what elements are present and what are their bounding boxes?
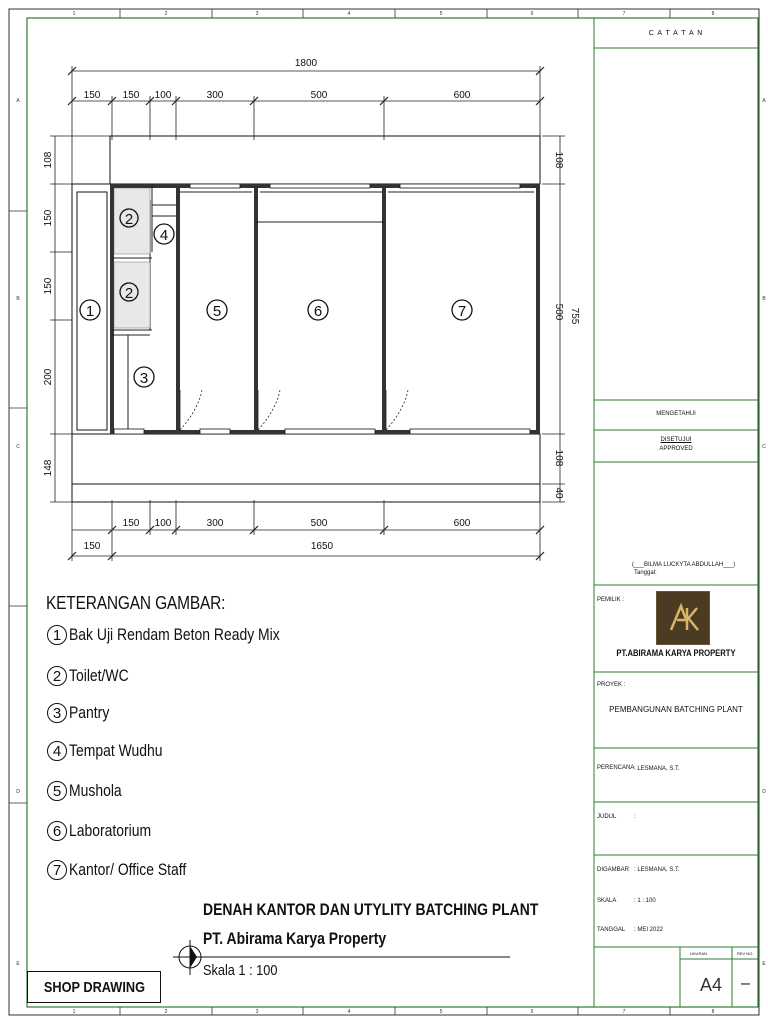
dim-left-4: 200 <box>43 368 54 386</box>
legend-item-5 <box>47 776 133 806</box>
legend-label: Laboratorium <box>69 821 152 840</box>
dim-top-5: 500 <box>310 90 328 101</box>
legend-item-1 <box>47 620 326 650</box>
legend-number: 6 <box>47 821 67 841</box>
legend-item-2 <box>47 661 142 691</box>
dim-left-1: 108 <box>43 151 54 169</box>
grid-letter-c: C <box>16 444 20 450</box>
logo-icon <box>657 592 709 644</box>
judul-value: : <box>634 814 636 820</box>
grid-letter-a-right: A <box>762 98 766 104</box>
tanggal-label: TANGGAL <box>597 927 626 933</box>
dim-bottom-2: 100 <box>154 518 172 529</box>
door-swings <box>180 390 408 430</box>
grid-num-1: 1 <box>72 11 76 17</box>
dim-top-overall: 1800 <box>294 58 318 69</box>
grid-num-5: 5 <box>439 11 443 17</box>
dim-right-3: 108 <box>553 449 564 467</box>
grid-num-bottom-7: 7 <box>622 1009 626 1015</box>
dim-bottom-4: 500 <box>310 518 328 529</box>
paper-size: A4 <box>700 975 723 995</box>
grid-letter-b: B <box>16 296 20 302</box>
dim-left-2: 150 <box>43 209 54 227</box>
legend-number: 7 <box>47 860 67 880</box>
grid-num-7: 7 <box>622 11 626 17</box>
disetujui-label: DISETUJUI <box>660 437 692 443</box>
dim-top-2: 150 <box>122 90 140 101</box>
grid-letter-c-right: C <box>762 444 766 450</box>
legend-label: Toilet/WC <box>69 666 129 685</box>
dim-bottom-overall: 1650 <box>310 541 334 552</box>
grid-num-bottom-3: 3 <box>255 1009 259 1015</box>
perencana-value: : LESMANA, S.T. <box>634 766 680 772</box>
legend-item-6 <box>47 816 169 846</box>
skala-value: : 1 : 100 <box>634 898 656 904</box>
rev-number: – <box>741 975 750 992</box>
proyek-label: PROYEK : <box>597 682 626 688</box>
pemilik-label: PEMILIK : <box>597 597 625 603</box>
ukuran-label: UKURAN <box>690 951 707 956</box>
dim-right-1: 108 <box>553 151 564 169</box>
digambar-value: : LESMANA, S.T. <box>634 867 680 873</box>
north-arrow-icon <box>190 946 197 968</box>
grid-num-6: 6 <box>530 11 534 17</box>
interior-lines <box>112 184 534 432</box>
catatan-label: C A T A T A N <box>648 30 704 37</box>
drawing-title: DENAH KANTOR DAN UTYLITY BATCHING PLANT <box>203 900 539 919</box>
door-leaves <box>180 390 386 430</box>
room-number-2b: 2 <box>124 285 134 302</box>
grid-num-bottom-2: 2 <box>164 1009 168 1015</box>
grid-num-8: 8 <box>711 11 715 17</box>
room-number-7: 7 <box>457 303 467 320</box>
legend-number: 3 <box>47 703 67 723</box>
tanggal-sign: Tanggal: <box>634 570 657 576</box>
company-name: PT.ABIRAMA KARYA PROPERTY <box>616 648 736 658</box>
signer-name: (___BILMA LUCKYTA ABDULLAH___) <box>632 562 736 568</box>
dim-left-3: 150 <box>43 277 54 295</box>
dim-left-5: 148 <box>43 459 54 477</box>
grid-num-bottom-1: 1 <box>72 1009 76 1015</box>
dim-bottom-5: 600 <box>453 518 471 529</box>
dim-top-4: 300 <box>206 90 224 101</box>
grid-num-2: 2 <box>164 11 168 17</box>
room-number-2a: 2 <box>124 211 134 228</box>
legend-number: 4 <box>47 741 67 761</box>
skala-label: SKALA <box>597 898 617 904</box>
legend-label: Bak Uji Rendam Beton Ready Mix <box>69 625 280 644</box>
legend-title: KETERANGAN GAMBAR: <box>46 593 226 613</box>
judul-label: JUDUL <box>597 814 617 820</box>
room-number-3: 3 <box>139 370 149 387</box>
grid-letter-b-right: B <box>762 296 766 302</box>
grid-num-bottom-5: 5 <box>439 1009 443 1015</box>
shop-drawing-label <box>27 971 161 1003</box>
drawing-company: PT. Abirama Karya Property <box>203 929 387 948</box>
digambar-label: DIGAMBAR <box>597 867 630 873</box>
grid-num-3: 3 <box>255 11 259 17</box>
legend-label: Kantor/ Office Staff <box>69 860 187 879</box>
drawing-scale: Skala 1 : 100 <box>203 962 278 979</box>
grid-letter-e: E <box>16 961 20 967</box>
perencana-label: PERENCANA <box>597 765 635 771</box>
room-number-5: 5 <box>212 303 222 320</box>
tanggal-value: : MEI 2022 <box>634 927 664 933</box>
dim-bottom-left: 150 <box>83 541 101 552</box>
grid-num-bottom-4: 4 <box>347 1009 351 1015</box>
room-number-6: 6 <box>313 303 323 320</box>
dim-right-2: 500 <box>553 303 564 321</box>
dim-right-overall: 755 <box>569 307 580 325</box>
room-number-1: 1 <box>85 303 95 320</box>
grid-letter-a: A <box>16 98 20 104</box>
title-block-frame <box>594 18 758 1007</box>
grid-letter-e-right: E <box>762 961 766 967</box>
legend-number: 2 <box>47 666 67 686</box>
grid-num-4: 4 <box>347 11 351 17</box>
room-number-4: 4 <box>159 227 169 244</box>
proyek-value: PEMBANGUNAN BATCHING PLANT <box>609 705 743 714</box>
dim-bottom-1: 150 <box>122 518 140 529</box>
grid-letter-d: D <box>16 789 20 795</box>
legend-label: Mushola <box>69 781 122 800</box>
legend-item-3 <box>47 698 118 728</box>
shop-drawing-text: SHOP DRAWING <box>43 978 145 996</box>
dim-top-1: 150 <box>83 90 101 101</box>
grid-letter-d-right: D <box>762 789 766 795</box>
grid-num-bottom-8: 8 <box>711 1009 715 1015</box>
legend-number: 5 <box>47 781 67 801</box>
legend-number: 1 <box>47 625 67 645</box>
company-logo <box>656 591 710 645</box>
dim-right-4: 40 <box>553 487 564 499</box>
rev-label: REV NO. <box>737 951 754 956</box>
legend-label: Tempat Wudhu <box>69 741 163 760</box>
legend-label: Pantry <box>69 703 110 722</box>
grid-num-bottom-6: 6 <box>530 1009 534 1015</box>
dim-bottom-3: 300 <box>206 518 224 529</box>
legend-item-7 <box>47 855 212 885</box>
dim-top-6: 600 <box>453 90 471 101</box>
dim-top-3: 100 <box>154 90 172 101</box>
approved-label: APPROVED <box>659 446 693 452</box>
mengetahui-label: MENGETAHUI <box>656 411 696 417</box>
legend-item-4 <box>47 736 183 766</box>
